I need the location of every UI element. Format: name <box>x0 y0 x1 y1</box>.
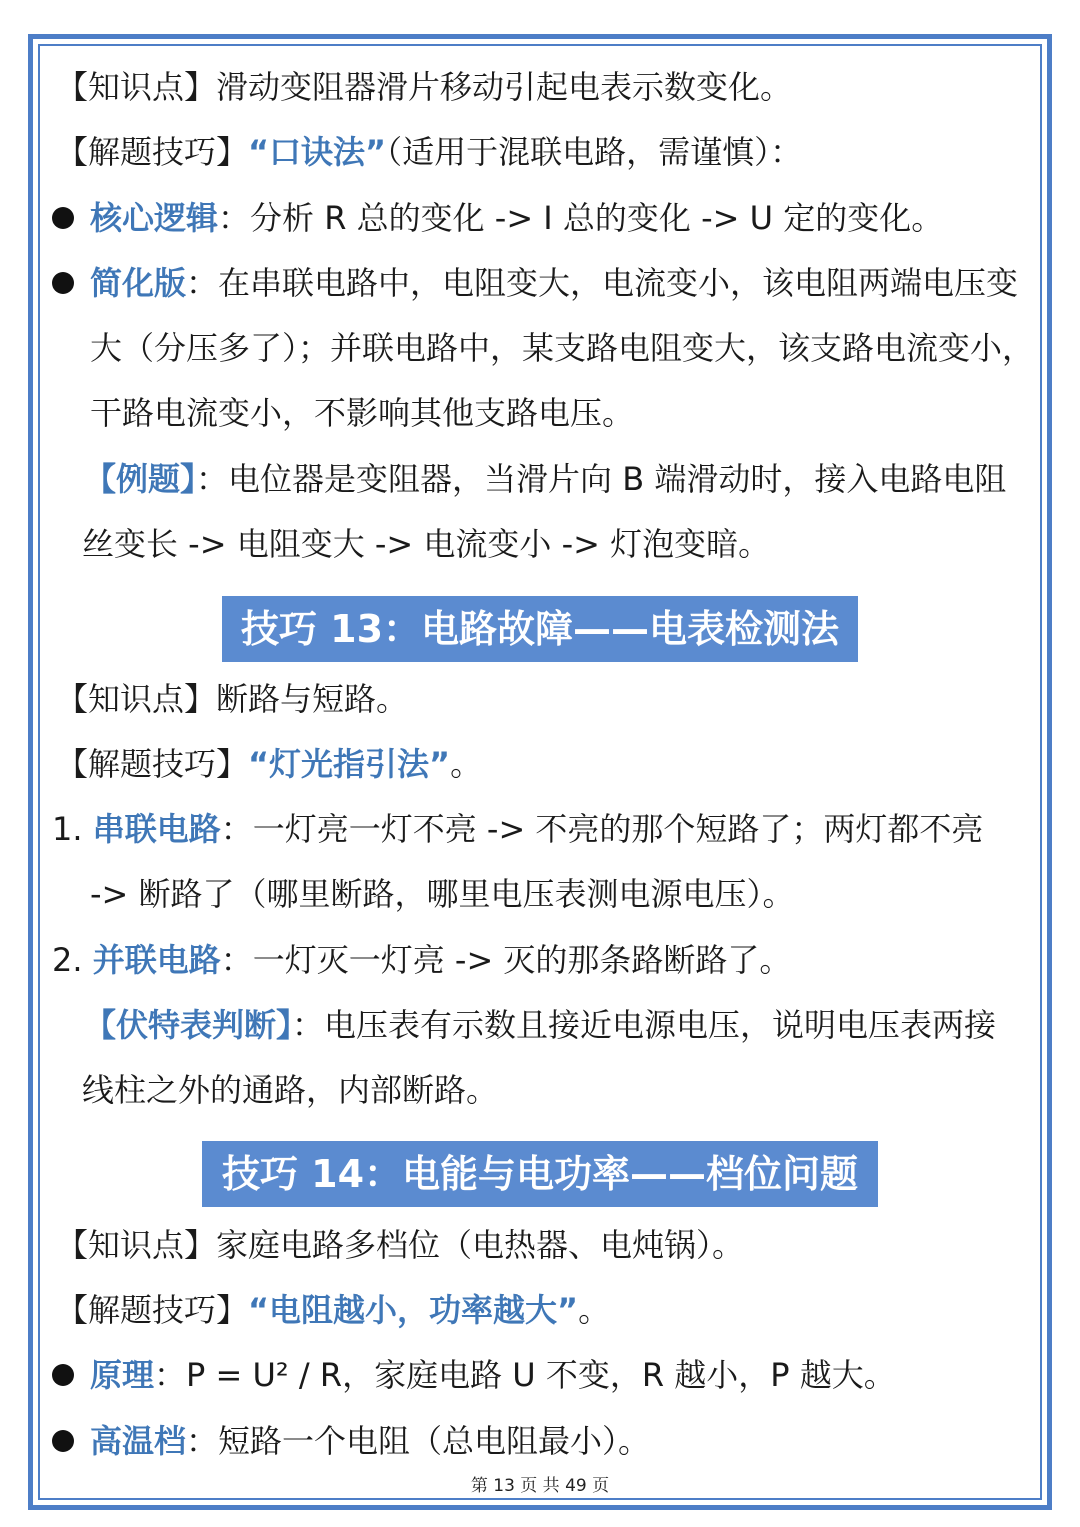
solving-tip-3 <box>56 1290 610 1330</box>
voltmeter-label: 【伏特表判断】 <box>84 1006 293 1044</box>
example-label: 【例题】 <box>84 460 197 498</box>
item-term: 串联电路 <box>92 810 221 848</box>
solving-tip-method: “电阻越小，功率越大” <box>248 1291 579 1329</box>
example-text-line1: ：电位器是变阻器，当滑片向 B 端滑动时，接入电路电阻 <box>196 460 1007 498</box>
knowledge-point-text: 断路与短路。 <box>216 680 409 718</box>
bullet-term: 简化版 <box>90 264 187 302</box>
solving-tip-rest: （适用于混联电路，需谨慎）： <box>386 133 803 171</box>
knowledge-point-2 <box>56 679 408 719</box>
item-number: 2. <box>52 941 83 979</box>
solving-tip-method: “灯光指引法” <box>248 745 451 783</box>
solving-tip-label: 【解题技巧】 <box>56 1291 249 1329</box>
solving-tip-label: 【解题技巧】 <box>56 133 249 171</box>
item-text: ：一灯灭一灯亮 -> 灭的那条路断路了。 <box>220 941 792 979</box>
knowledge-point-text: 家庭电路多档位（电热器、电炖锅）。 <box>216 1226 745 1264</box>
bullet-core-logic <box>90 198 943 238</box>
bullet-icon <box>52 1430 74 1452</box>
knowledge-point-3 <box>56 1225 744 1265</box>
knowledge-point-1 <box>56 67 792 107</box>
voltmeter-text-line2: 线柱之外的通路，内部断路。 <box>82 1071 499 1109</box>
page-number-footer: 第 13 页 共 49 页 <box>470 1476 610 1496</box>
example-1 <box>84 459 1006 499</box>
knowledge-point-label: 【知识点】 <box>56 68 217 106</box>
voltmeter-text-line1: ：电压表有示数且接近电源电压，说明电压表两接 <box>292 1006 997 1044</box>
bullet-text-line3: 干路电流变小，不影响其他支路电压。 <box>90 394 635 432</box>
item-term: 并联电路 <box>92 941 221 979</box>
solving-tip-1 <box>56 132 802 172</box>
bullet-text: ：短路一个电阻（总电阻最小）。 <box>186 1422 651 1460</box>
bullet-text-line2: 大（分压多了）；并联电路中，某支路电阻变大，该支路电流变小， <box>90 329 1035 367</box>
solving-tip-rest: 。 <box>450 745 483 783</box>
bullet-principle <box>90 1355 896 1395</box>
solving-tip-rest: 。 <box>578 1291 611 1329</box>
numbered-item-series <box>52 809 983 849</box>
item-text-line2: -> 断路了（哪里断路，哪里电压表测电源电压）。 <box>90 875 795 913</box>
item-text-line1: ：一灯亮一灯不亮 -> 不亮的那个短路了；两灯都不亮 <box>220 810 984 848</box>
bullet-text: ：P = U² / R，家庭电路 U 不变，R 越小，P 越大。 <box>154 1356 896 1394</box>
section-heading-14: 技巧 14：电能与电功率——档位问题 <box>202 1141 878 1207</box>
bullet-icon <box>52 272 74 294</box>
bullet-text-line1: ：在串联电路中，电阻变大，电流变小，该电阻两端电压变 <box>186 264 1019 302</box>
item-number: 1. <box>52 810 83 848</box>
knowledge-point-label: 【知识点】 <box>56 680 217 718</box>
bullet-term: 原理 <box>90 1356 155 1394</box>
numbered-item-parallel <box>52 940 791 980</box>
section-heading-13: 技巧 13：电路故障——电表检测法 <box>222 596 858 662</box>
bullet-term: 高温档 <box>90 1422 187 1460</box>
bullet-high-gear <box>90 1421 650 1461</box>
knowledge-point-label: 【知识点】 <box>56 1226 217 1264</box>
example-text-line2: 丝变长 -> 电阻变大 -> 电流变小 -> 灯泡变暗。 <box>82 525 771 563</box>
bullet-simplified <box>90 263 1018 303</box>
solving-tip-method: “口诀法” <box>248 133 387 171</box>
bullet-text: ：分析 R 总的变化 -> I 总的变化 -> U 定的变化。 <box>218 199 944 237</box>
solving-tip-2 <box>56 744 482 784</box>
knowledge-point-text: 滑动变阻器滑片移动引起电表示数变化。 <box>216 68 793 106</box>
bullet-icon <box>52 1364 74 1386</box>
voltmeter-judgement <box>84 1005 996 1045</box>
bullet-icon <box>52 207 74 229</box>
solving-tip-label: 【解题技巧】 <box>56 745 249 783</box>
bullet-term: 核心逻辑 <box>90 199 219 237</box>
